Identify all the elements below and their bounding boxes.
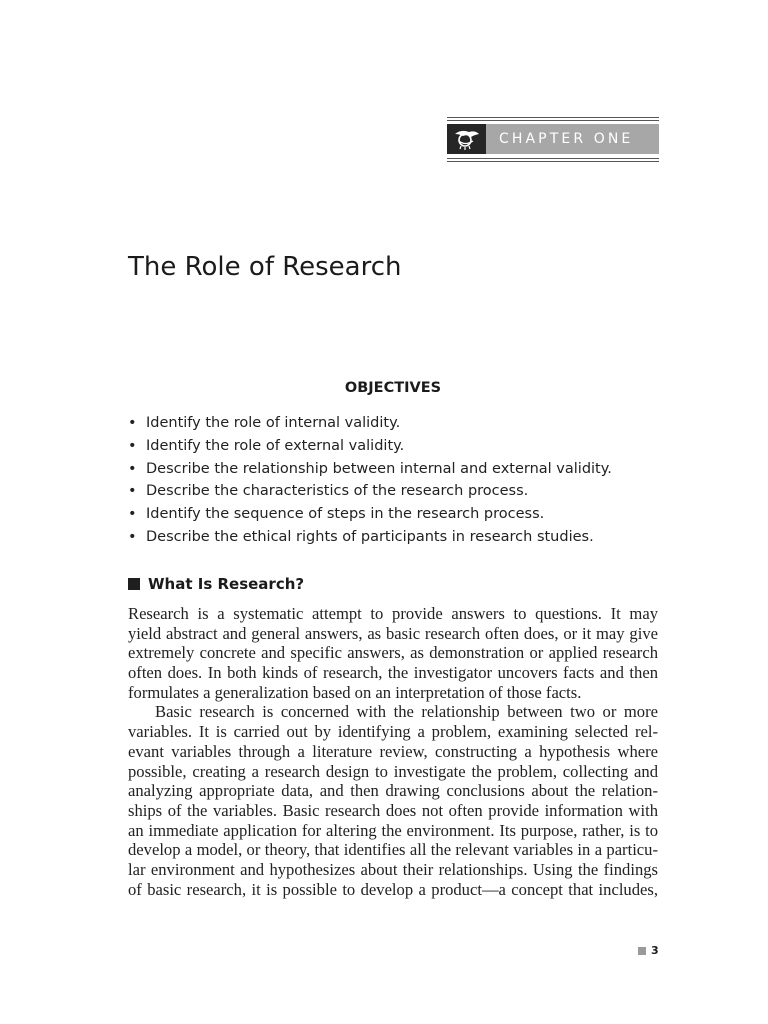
banner-top-rule-1 bbox=[447, 117, 659, 118]
body-line: develop a model, or theory, that identifies all the relevant variables in a particu- bbox=[128, 840, 658, 860]
body-line: Research is a systematic attempt to provide answers to questions. It may bbox=[128, 604, 658, 623]
gray-square-icon bbox=[638, 947, 646, 955]
banner-bottom-rule-1 bbox=[447, 158, 659, 159]
chapter-label: CHAPTER ONE bbox=[499, 131, 634, 147]
objective-item bbox=[128, 480, 612, 503]
banner-bottom-rule-2 bbox=[447, 161, 659, 162]
body-line: an immediate application for altering the environment. Its purpose, rather, is to bbox=[128, 820, 658, 840]
body-line: formulates a generalization based on an interpretation of those facts. bbox=[128, 682, 582, 702]
objective-text: Identify the role of external validity. bbox=[146, 437, 405, 454]
bullet-icon: • bbox=[128, 437, 137, 454]
banner-top-rule-2 bbox=[447, 120, 659, 121]
body-line: lar environment and hypothesizes about their relationships. Using the findings bbox=[128, 859, 658, 879]
body-line: of basic research, it is possible to develop a product—a concept that includes, bbox=[128, 879, 658, 899]
objective-text: Describe the relationship between internal and external validity. bbox=[146, 460, 612, 477]
bullet-icon: • bbox=[128, 415, 137, 431]
objective-item bbox=[128, 526, 612, 549]
objective-item bbox=[128, 412, 612, 435]
objective-text: Identify the sequence of steps in the research process. bbox=[146, 506, 545, 523]
objective-text: Describe the characteristics of the research process. bbox=[146, 483, 529, 500]
bullet-icon: • bbox=[128, 528, 137, 545]
chapter-label-band bbox=[447, 124, 659, 154]
objective-text: Describe the ethical rights of participants in research studies. bbox=[146, 528, 594, 545]
objectives-list bbox=[128, 412, 612, 549]
objective-item bbox=[128, 435, 612, 458]
body-line: yield abstract and general answers, as basic research often does, or it may give bbox=[128, 623, 658, 643]
chapter-banner bbox=[447, 117, 659, 162]
bullet-icon: • bbox=[128, 483, 137, 500]
objective-item bbox=[128, 503, 612, 526]
bullet-icon: • bbox=[128, 506, 137, 523]
square-bullet-icon bbox=[128, 578, 140, 590]
chapter-title: The Role of Research bbox=[128, 252, 402, 282]
bullet-icon: • bbox=[128, 460, 137, 477]
body-line: variables. It is carried out by identifying a problem, examining selected rel- bbox=[128, 722, 658, 742]
body-line: evant variables through a literature review, constructing a hypothesis where bbox=[128, 741, 658, 761]
objectives-heading: OBJECTIVES bbox=[344, 380, 442, 396]
objective-item bbox=[128, 458, 612, 481]
body-text bbox=[128, 604, 658, 899]
body-line: possible, creating a research design to investigate the problem, collecting and bbox=[128, 761, 658, 781]
body-line: often does. In both kinds of research, the investigator uncovers facts and then bbox=[128, 663, 658, 683]
page-number-text: 3 bbox=[651, 944, 659, 957]
globe-emblem-icon bbox=[447, 124, 486, 154]
body-line: Basic research is concerned with the relationship between two or more bbox=[155, 702, 658, 722]
body-line: ships of the variables. Basic research does not often provide information with bbox=[128, 800, 658, 820]
objective-text: Identify the role of internal validity. bbox=[146, 415, 401, 431]
body-line: extremely concrete and specific answers, as demonstration or applied research bbox=[128, 643, 658, 663]
body-line: analyzing appropriate data, and then drawing conclusions about the relation- bbox=[128, 781, 658, 801]
section-heading-text: What Is Research? bbox=[148, 575, 305, 593]
